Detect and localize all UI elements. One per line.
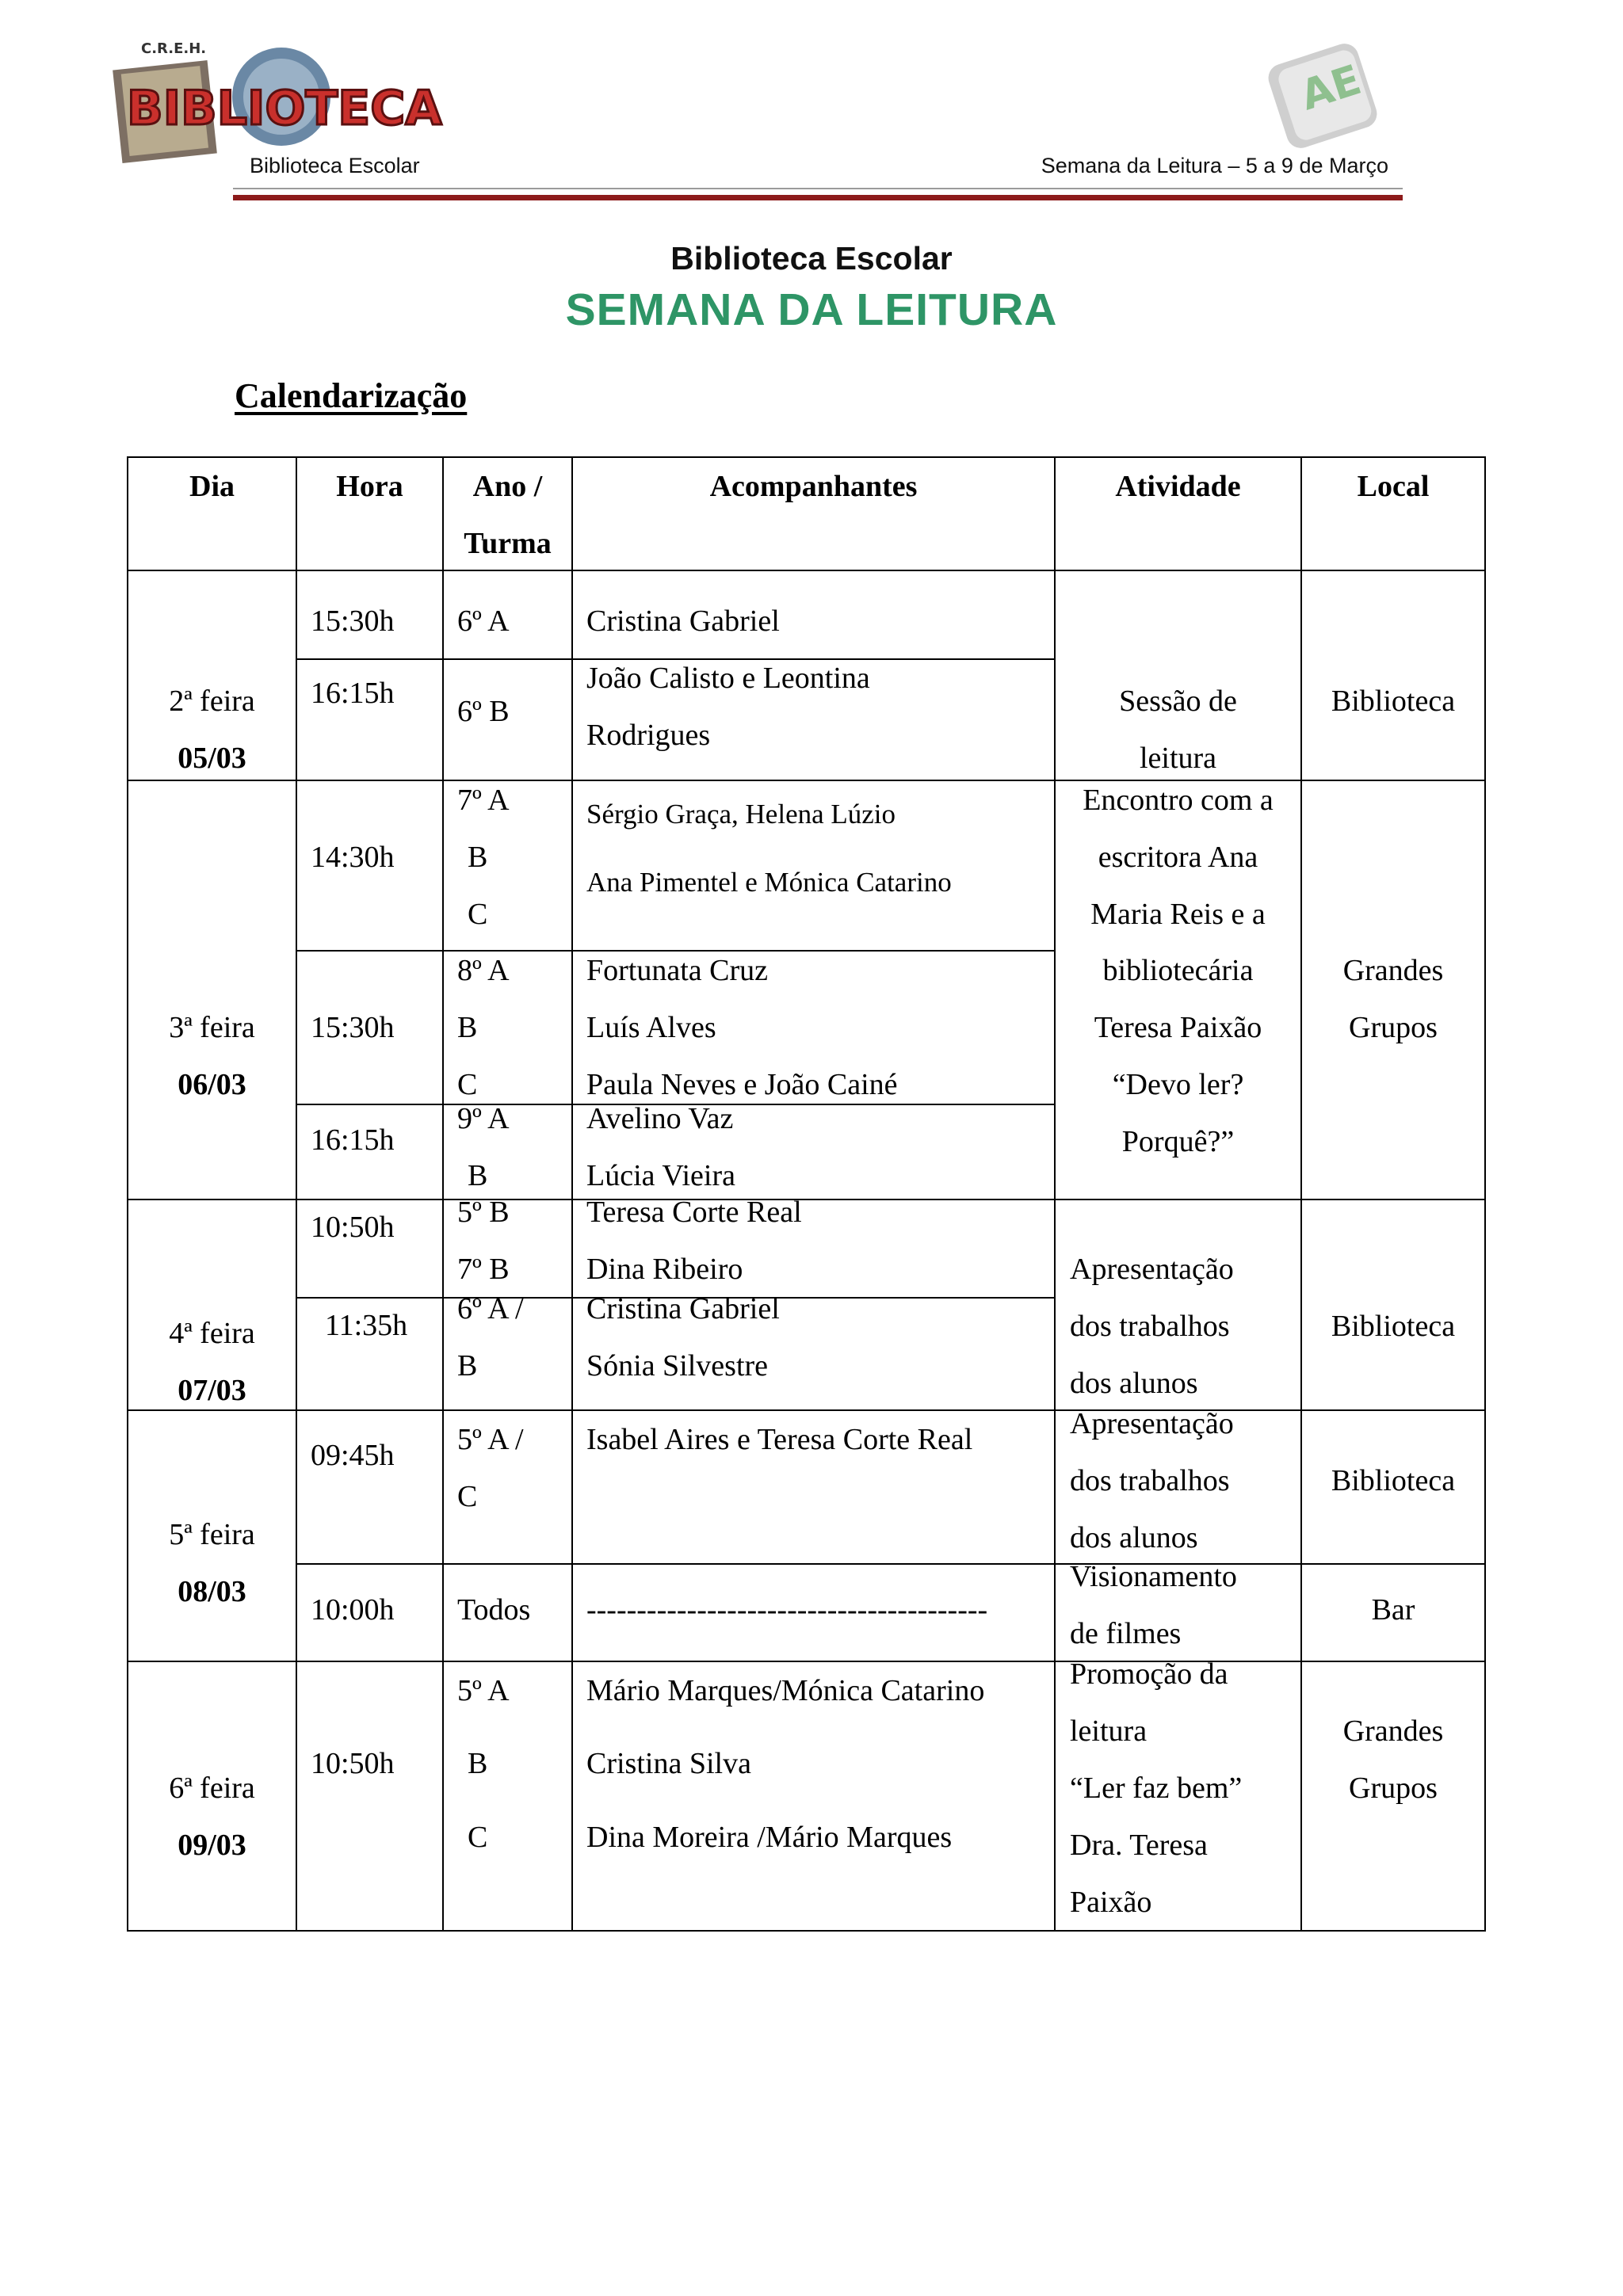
day5-hora: 10:50h xyxy=(311,1747,395,1780)
day5-ano-3: C xyxy=(468,1821,488,1854)
day5-atividade-4: Dra. Teresa xyxy=(1070,1829,1208,1862)
day3-r2-hora: 11:35h xyxy=(325,1309,408,1342)
day2-r1-acomp-1: Sérgio Graça, Helena Lúzio xyxy=(586,799,896,830)
day2-r3-acomp-2: Lúcia Vieira xyxy=(586,1159,735,1192)
day4-r1-atividade-2: dos trabalhos xyxy=(1070,1464,1230,1497)
day2-r1-ano-2: B xyxy=(468,841,488,874)
day1-r1-hora: 15:30h xyxy=(311,605,395,638)
day1-name: 2ª feira xyxy=(169,685,255,718)
day1-atividade-line1: Sessão de xyxy=(1119,685,1237,718)
day3-atividade-2: dos trabalhos xyxy=(1070,1310,1230,1343)
day1-row-divider xyxy=(296,658,1056,660)
day2-r2-ano-3: C xyxy=(457,1068,478,1101)
day3-r2-ano-1: 6º A / xyxy=(457,1292,524,1325)
day5-acomp-1: Mário Marques/Mónica Catarino xyxy=(586,1674,985,1707)
day2-r1-ano-1: 7º A xyxy=(457,784,510,817)
day2-atividade-1: Encontro com a xyxy=(1083,784,1274,817)
day2-r1-ano-3: C xyxy=(468,898,488,931)
school-logo xyxy=(1262,35,1388,151)
day3-local: Biblioteca xyxy=(1331,1310,1456,1343)
day5-atividade-2: leitura xyxy=(1070,1714,1148,1748)
day5-ano-2: B xyxy=(468,1747,488,1780)
day2-r3-ano-1: 9º A xyxy=(457,1102,510,1135)
day1-r2-acomp-line1: João Calisto e Leontina xyxy=(586,662,870,695)
header-right-text: Semana da Leitura – 5 a 9 de Março xyxy=(1041,154,1388,177)
day2-row-divider-1 xyxy=(296,950,1056,952)
day4-r1-atividade-3: dos alunos xyxy=(1070,1521,1198,1554)
day5-name: 6ª feira xyxy=(169,1772,255,1805)
table-border-bottom xyxy=(127,1930,1486,1932)
day2-bottom xyxy=(127,1199,1486,1200)
day4-row-divider xyxy=(296,1563,1486,1565)
svg-text:AE: AE xyxy=(1295,56,1367,120)
day2-atividade-2: escritora Ana xyxy=(1098,841,1258,874)
day2-r2-acomp-1: Fortunata Cruz xyxy=(586,954,769,987)
day5-atividade-1: Promoção da xyxy=(1070,1657,1228,1691)
day2-r3-acomp-1: Avelino Vaz xyxy=(586,1102,734,1135)
logo-small-text: C.R.E.H. xyxy=(141,40,207,57)
col-divider-local xyxy=(1300,456,1302,1932)
day5-acomp-3: Dina Moreira /Mário Marques xyxy=(586,1821,953,1854)
day3-bottom xyxy=(127,1409,1486,1411)
day2-atividade-4: bibliotecária xyxy=(1102,954,1254,987)
day2-r2-ano-1: 8º A xyxy=(457,954,510,987)
header-left-text: Biblioteca Escolar xyxy=(250,154,420,177)
day2-atividade-3: Maria Reis e a xyxy=(1090,898,1266,931)
header-row-bottom xyxy=(127,570,1486,571)
day2-local-line1: Grandes xyxy=(1342,954,1444,987)
day2-atividade-7: Porquê?” xyxy=(1121,1125,1235,1158)
day1-r1-ano: 6º A xyxy=(457,605,510,638)
day1-date: 05/03 xyxy=(178,742,246,775)
day5-local-line1: Grandes xyxy=(1342,1714,1444,1748)
header-atividade: Atividade xyxy=(1115,470,1241,503)
logo-text: BIBLIOTECA xyxy=(127,81,442,136)
day1-r1-acomp: Cristina Gabriel xyxy=(586,605,780,638)
day3-r1-acomp-2: Dina Ribeiro xyxy=(586,1253,743,1286)
day1-r2-acomp-line2: Rodrigues xyxy=(586,719,711,752)
day2-r1-hora: 14:30h xyxy=(311,841,395,874)
header-ano-line2: Turma xyxy=(464,527,552,560)
day3-r1-acomp-1: Teresa Corte Real xyxy=(586,1196,802,1229)
day3-r1-ano-2: 7º B xyxy=(457,1253,510,1286)
header-dia: Dia xyxy=(189,470,235,503)
day4-r1-ano-2: C xyxy=(457,1480,478,1513)
day5-atividade-5: Paixão xyxy=(1070,1886,1152,1919)
day2-atividade-5: Teresa Paixão xyxy=(1094,1011,1262,1044)
day2-r3-hora: 16:15h xyxy=(311,1123,395,1157)
day3-r2-acomp-1: Cristina Gabriel xyxy=(586,1292,780,1325)
day4-r1-ano-1: 5º A / xyxy=(457,1423,524,1456)
day3-atividade-1: Apresentação xyxy=(1070,1253,1234,1286)
day3-name: 4ª feira xyxy=(169,1317,255,1350)
day4-r2-acomp: ---------------------------------------- xyxy=(586,1593,988,1627)
table-border-left xyxy=(127,456,128,1932)
aef-school-logo-icon xyxy=(1262,35,1388,151)
day4-r2-atividade-2: de filmes xyxy=(1070,1617,1182,1650)
document-subtitle: SEMANA DA LEITURA xyxy=(565,284,1058,335)
day5-atividade-3: “Ler faz bem” xyxy=(1070,1772,1243,1805)
day2-local-line2: Grupos xyxy=(1349,1011,1438,1044)
header-rule-thin xyxy=(233,188,1403,189)
day5-ano-1: 5º A xyxy=(457,1674,510,1707)
document-title: Biblioteca Escolar xyxy=(670,240,953,277)
day2-r2-acomp-3: Paula Neves e João Cainé xyxy=(586,1068,898,1101)
col-divider-acomp xyxy=(571,456,573,1932)
day3-r2-ano-2: B xyxy=(457,1349,478,1383)
day4-r2-local: Bar xyxy=(1371,1593,1415,1627)
day1-r2-hora: 16:15h xyxy=(311,677,395,710)
day2-r1-acomp-2: Ana Pimentel e Mónica Catarino xyxy=(586,867,952,898)
day5-acomp-2: Cristina Silva xyxy=(586,1747,751,1780)
header-local: Local xyxy=(1357,470,1430,503)
day4-r2-atividade-1: Visionamento xyxy=(1070,1560,1237,1593)
day3-date: 07/03 xyxy=(178,1374,246,1407)
day3-atividade-3: dos alunos xyxy=(1070,1367,1198,1400)
day2-atividade-6: “Devo ler? xyxy=(1112,1068,1244,1101)
day4-date: 08/03 xyxy=(178,1575,246,1608)
day2-name: 3ª feira xyxy=(169,1011,255,1044)
col-divider-hora xyxy=(296,456,297,1932)
day2-date: 06/03 xyxy=(178,1068,246,1101)
day3-r2-acomp-2: Sónia Silvestre xyxy=(586,1349,769,1383)
day4-r1-atividade-1: Apresentação xyxy=(1070,1407,1234,1440)
day4-r1-local: Biblioteca xyxy=(1331,1464,1456,1497)
header-acompanhantes: Acompanhantes xyxy=(709,470,918,503)
day2-r3-ano-2: B xyxy=(468,1159,488,1192)
table-border-top xyxy=(127,456,1486,458)
section-title: Calendarização xyxy=(235,376,468,415)
col-divider-atividade xyxy=(1054,456,1056,1932)
day1-r2-ano: 6º B xyxy=(457,695,510,728)
day4-bottom xyxy=(127,1661,1486,1662)
day5-local-line2: Grupos xyxy=(1349,1772,1438,1805)
day3-r1-hora: 10:50h xyxy=(311,1211,395,1244)
day1-bottom xyxy=(127,780,1486,781)
day1-local: Biblioteca xyxy=(1331,685,1456,718)
day2-r2-hora: 15:30h xyxy=(311,1011,395,1044)
day3-r1-ano-1: 5º B xyxy=(457,1196,510,1229)
header-hora: Hora xyxy=(336,470,403,503)
table-border-right xyxy=(1484,456,1486,1932)
day4-r1-hora: 09:45h xyxy=(311,1439,395,1472)
day4-name: 5ª feira xyxy=(169,1518,255,1551)
day4-r1-acomp: Isabel Aires e Teresa Corte Real xyxy=(586,1423,973,1456)
header-rule-red xyxy=(233,195,1403,200)
day4-r2-hora: 10:00h xyxy=(311,1593,395,1627)
day2-r2-ano-2: B xyxy=(457,1011,478,1044)
day2-r2-acomp-2: Luís Alves xyxy=(586,1011,716,1044)
day1-atividade-line2: leitura xyxy=(1139,742,1217,775)
header-ano-line1: Ano / xyxy=(472,470,543,503)
day4-r2-ano: Todos xyxy=(457,1593,531,1627)
day5-date: 09/03 xyxy=(178,1829,246,1862)
col-divider-ano xyxy=(442,456,444,1932)
